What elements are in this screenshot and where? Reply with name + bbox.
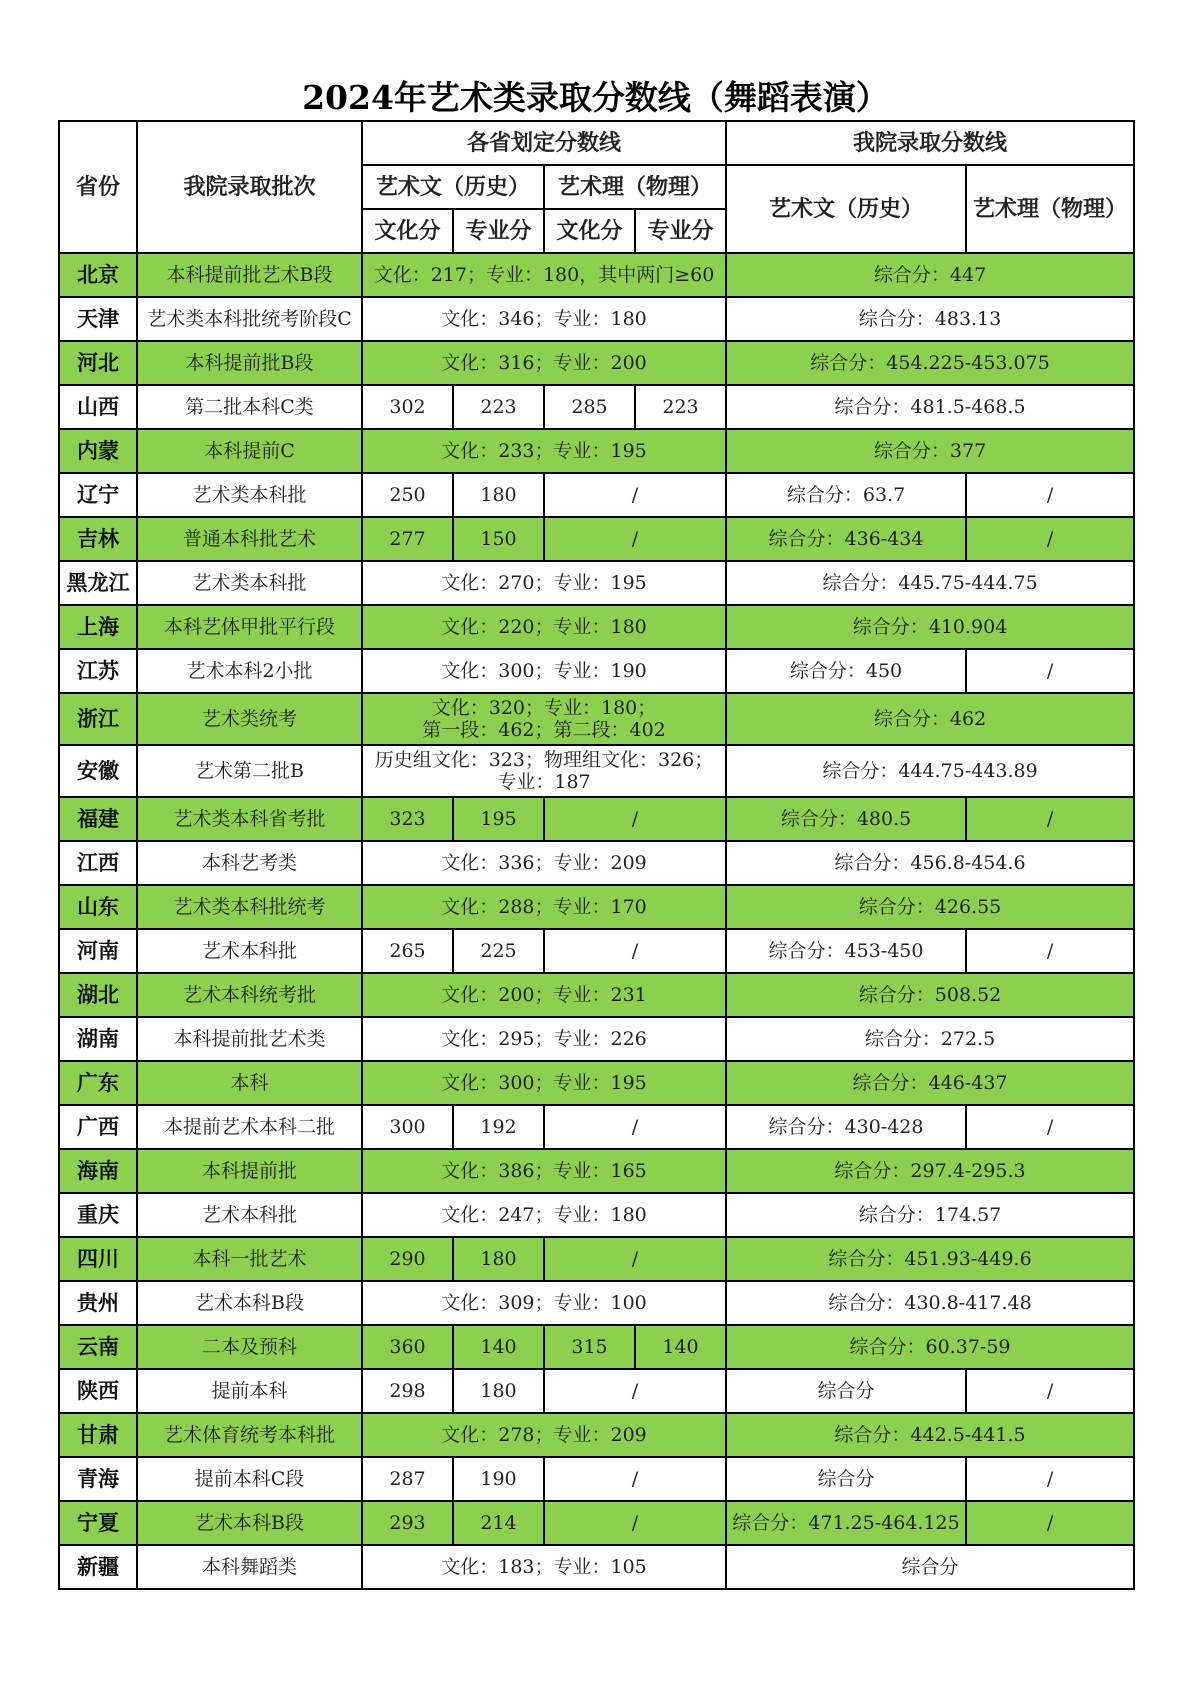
table-row (59, 561, 1134, 605)
batch-cell: 艺术类本科批 (137, 561, 362, 605)
province-cell: 陕西 (59, 1369, 137, 1413)
table-row (59, 929, 1134, 973)
header-arts-physics: 艺术理（物理） (544, 165, 726, 209)
college-score-cell: 综合分：430.8-417.48 (726, 1281, 1134, 1325)
header-arts-history: 艺术文（历史） (362, 165, 544, 209)
province-cell: 吉林 (59, 517, 137, 561)
province-cell: 海南 (59, 1149, 137, 1193)
history-specialty-cell: 195 (453, 797, 544, 841)
provincial-line-cell: 文化：346；专业：180 (362, 297, 726, 341)
header-culture-history: 文化分 (362, 209, 453, 253)
history-specialty-cell: 180 (453, 1237, 544, 1281)
history-specialty-cell: 180 (453, 1369, 544, 1413)
college-score-cell: 综合分：174.57 (726, 1193, 1134, 1237)
physics-culture-cell: 315 (544, 1325, 635, 1369)
batch-cell: 艺术类统考 (137, 693, 362, 745)
provincial-line-cell: 文化：270；专业：195 (362, 561, 726, 605)
province-cell: 新疆 (59, 1545, 137, 1589)
province-cell: 云南 (59, 1325, 137, 1369)
table-row (59, 1149, 1134, 1193)
college-score-cell: 综合分：447 (726, 253, 1134, 297)
history-specialty-cell: 140 (453, 1325, 544, 1369)
header-culture-physics: 文化分 (544, 209, 635, 253)
province-cell: 湖北 (59, 973, 137, 1017)
provincial-line-cell: 文化：278；专业：209 (362, 1413, 726, 1457)
table-row (59, 605, 1134, 649)
provincial-line-2: 第一段：462；第二段：402 (422, 719, 666, 741)
provincial-line-cell: 文化：233；专业：195 (362, 429, 726, 473)
province-cell: 湖南 (59, 1017, 137, 1061)
batch-cell: 艺术体育统考本科批 (137, 1413, 362, 1457)
province-cell: 贵州 (59, 1281, 137, 1325)
province-cell: 安徽 (59, 745, 137, 797)
history-specialty-cell: 180 (453, 473, 544, 517)
batch-cell: 艺术本科批 (137, 1193, 362, 1237)
college-score-cell: 综合分：454.225-453.075 (726, 341, 1134, 385)
table-row (59, 885, 1134, 929)
college-history-cell: 综合分：63.7 (726, 473, 966, 517)
header-batch: 我院录取批次 (137, 121, 362, 253)
province-cell: 甘肃 (59, 1413, 137, 1457)
province-cell: 宁夏 (59, 1501, 137, 1545)
physics-cell: / (544, 473, 726, 517)
batch-cell: 艺术类本科省考批 (137, 797, 362, 841)
history-culture-cell: 293 (362, 1501, 453, 1545)
history-culture-cell: 323 (362, 797, 453, 841)
college-score-cell: 综合分：297.4-295.3 (726, 1149, 1134, 1193)
college-score-cell: 综合分 (726, 1545, 1134, 1589)
batch-cell: 艺术本科B段 (137, 1281, 362, 1325)
table-row (59, 1061, 1134, 1105)
batch-cell: 艺术本科2小批 (137, 649, 362, 693)
table-row (59, 693, 1134, 745)
batch-cell: 普通本科批艺术 (137, 517, 362, 561)
table-row (59, 973, 1134, 1017)
table-row (59, 649, 1134, 693)
provincial-line-cell: 文化：247；专业：180 (362, 1193, 726, 1237)
provincial-line-cell: 文化：336；专业：209 (362, 841, 726, 885)
college-history-cell: 综合分：471.25-464.125 (726, 1501, 966, 1545)
history-specialty-cell: 192 (453, 1105, 544, 1149)
college-score-cell: 综合分：272.5 (726, 1017, 1134, 1061)
history-specialty-cell: 214 (453, 1501, 544, 1545)
history-culture-cell: 265 (362, 929, 453, 973)
college-score-cell: 综合分：451.93-449.6 (726, 1237, 1134, 1281)
table-row (59, 1281, 1134, 1325)
batch-cell: 艺术本科B段 (137, 1501, 362, 1545)
province-cell: 江苏 (59, 649, 137, 693)
batch-cell: 艺术本科批 (137, 929, 362, 973)
college-history-cell: 综合分：480.5 (726, 797, 966, 841)
batch-cell: 提前本科 (137, 1369, 362, 1413)
table-row (59, 517, 1134, 561)
table-row (59, 1545, 1134, 1589)
college-score-cell: 综合分：444.75-443.89 (726, 745, 1134, 797)
province-cell: 山西 (59, 385, 137, 429)
college-score-cell: 综合分：442.5-441.5 (726, 1413, 1134, 1457)
batch-cell: 本提前艺术本科二批 (137, 1105, 362, 1149)
batch-cell: 本科艺考类 (137, 841, 362, 885)
table-row (59, 341, 1134, 385)
history-specialty-cell: 150 (453, 517, 544, 561)
batch-cell: 本科提前批 (137, 1149, 362, 1193)
table-row (59, 473, 1134, 517)
history-specialty-cell: 223 (453, 385, 544, 429)
history-culture-cell: 250 (362, 473, 453, 517)
table-row (59, 1105, 1134, 1149)
college-physics-cell: / (966, 1369, 1134, 1413)
table-row (59, 1325, 1134, 1369)
physics-cell: / (544, 797, 726, 841)
history-culture-cell: 360 (362, 1325, 453, 1369)
table-row (59, 1369, 1134, 1413)
provincial-line-2: 专业：187 (497, 771, 591, 793)
physics-specialty-cell: 223 (635, 385, 726, 429)
college-score-cell: 综合分：426.55 (726, 885, 1134, 929)
college-physics-cell: / (966, 797, 1134, 841)
batch-cell: 艺术类本科批统考 (137, 885, 362, 929)
batch-cell: 第二批本科C类 (137, 385, 362, 429)
college-score-cell: 综合分：483.13 (726, 297, 1134, 341)
header-college-arts-physics: 艺术理（物理） (966, 165, 1134, 253)
college-history-cell: 综合分 (726, 1457, 966, 1501)
college-score-cell: 综合分：60.37-59 (726, 1325, 1134, 1369)
college-score-cell: 综合分：410.904 (726, 605, 1134, 649)
history-culture-cell: 290 (362, 1237, 453, 1281)
provincial-line-cell (362, 693, 726, 745)
province-cell: 四川 (59, 1237, 137, 1281)
college-score-cell: 综合分：481.5-468.5 (726, 385, 1134, 429)
physics-cell: / (544, 517, 726, 561)
batch-cell: 艺术类本科批统考阶段C (137, 297, 362, 341)
history-culture-cell: 298 (362, 1369, 453, 1413)
table-row (59, 841, 1134, 885)
college-score-cell: 综合分：377 (726, 429, 1134, 473)
province-cell: 重庆 (59, 1193, 137, 1237)
provincial-line-cell: 文化：183；专业：105 (362, 1545, 726, 1589)
batch-cell: 本科 (137, 1061, 362, 1105)
provincial-line-cell: 文化：316；专业：200 (362, 341, 726, 385)
history-culture-cell: 300 (362, 1105, 453, 1149)
batch-cell: 二本及预科 (137, 1325, 362, 1369)
provincial-line-cell: 文化：300；专业：195 (362, 1061, 726, 1105)
provincial-line-cell: 文化：200；专业：231 (362, 973, 726, 1017)
college-history-cell: 综合分：453-450 (726, 929, 966, 973)
table-row (59, 385, 1134, 429)
physics-culture-cell: 285 (544, 385, 635, 429)
table-row (59, 297, 1134, 341)
college-physics-cell: / (966, 1457, 1134, 1501)
provincial-line-cell: 文化：295；专业：226 (362, 1017, 726, 1061)
batch-cell: 艺术本科统考批 (137, 973, 362, 1017)
province-cell: 江西 (59, 841, 137, 885)
province-cell: 黑龙江 (59, 561, 137, 605)
header-provincial-lines: 各省划定分数线 (362, 121, 726, 165)
batch-cell: 本科提前批艺术类 (137, 1017, 362, 1061)
history-culture-cell: 287 (362, 1457, 453, 1501)
province-cell: 辽宁 (59, 473, 137, 517)
batch-cell: 艺术类本科批 (137, 473, 362, 517)
physics-cell: / (544, 1501, 726, 1545)
province-cell: 河南 (59, 929, 137, 973)
table-row (59, 1193, 1134, 1237)
physics-specialty-cell: 140 (635, 1325, 726, 1369)
college-history-cell: 综合分：450 (726, 649, 966, 693)
provincial-line-cell: 文化：386；专业：165 (362, 1149, 726, 1193)
province-cell: 浙江 (59, 693, 137, 745)
college-physics-cell: / (966, 1105, 1134, 1149)
batch-cell: 本科舞蹈类 (137, 1545, 362, 1589)
provincial-line-cell: 文化：300；专业：190 (362, 649, 726, 693)
college-score-cell: 综合分：508.52 (726, 973, 1134, 1017)
admission-score-table (58, 120, 1135, 1590)
table-row (59, 1501, 1134, 1545)
college-score-cell: 综合分：445.75-444.75 (726, 561, 1134, 605)
batch-cell: 本科提前批艺术B段 (137, 253, 362, 297)
physics-cell: / (544, 929, 726, 973)
table-row (59, 797, 1134, 841)
history-specialty-cell: 225 (453, 929, 544, 973)
batch-cell: 本科一批艺术 (137, 1237, 362, 1281)
college-physics-cell: / (966, 649, 1134, 693)
province-cell: 上海 (59, 605, 137, 649)
header-province: 省份 (59, 121, 137, 253)
table-row (59, 253, 1134, 297)
province-cell: 山东 (59, 885, 137, 929)
province-cell: 天津 (59, 297, 137, 341)
table-row (59, 1413, 1134, 1457)
table-row (59, 429, 1134, 473)
college-score-cell: 综合分：446-437 (726, 1061, 1134, 1105)
header-college-lines: 我院录取分数线 (726, 121, 1134, 165)
provincial-line-cell: 文化：309；专业：100 (362, 1281, 726, 1325)
province-cell: 北京 (59, 253, 137, 297)
college-score-cell: 综合分：456.8-454.6 (726, 841, 1134, 885)
province-cell: 福建 (59, 797, 137, 841)
header-specialty-history: 专业分 (453, 209, 544, 253)
batch-cell: 提前本科C段 (137, 1457, 362, 1501)
history-specialty-cell: 190 (453, 1457, 544, 1501)
college-score-cell: 综合分：462 (726, 693, 1134, 745)
header-specialty-physics: 专业分 (635, 209, 726, 253)
province-cell: 广东 (59, 1061, 137, 1105)
provincial-line-cell: 文化：288；专业：170 (362, 885, 726, 929)
physics-cell: / (544, 1105, 726, 1149)
province-cell: 河北 (59, 341, 137, 385)
provincial-line-cell: 文化：220；专业：180 (362, 605, 726, 649)
history-culture-cell: 302 (362, 385, 453, 429)
physics-cell: / (544, 1457, 726, 1501)
page-title: 2024年艺术类录取分数线（舞蹈表演） (302, 78, 889, 117)
physics-cell: / (544, 1237, 726, 1281)
provincial-line-1: 文化：320；专业：180； (431, 697, 657, 719)
province-cell: 内蒙 (59, 429, 137, 473)
batch-cell: 本科提前批B段 (137, 341, 362, 385)
table-row (59, 1237, 1134, 1281)
batch-cell: 艺术第二批B (137, 745, 362, 797)
college-history-cell: 综合分 (726, 1369, 966, 1413)
provincial-line-cell (362, 745, 726, 797)
provincial-line-cell: 文化：217；专业：180，其中两门≥60 (362, 253, 726, 297)
batch-cell: 本科艺体甲批平行段 (137, 605, 362, 649)
header-college-arts-history: 艺术文（历史） (726, 165, 966, 253)
history-culture-cell: 277 (362, 517, 453, 561)
college-history-cell: 综合分：430-428 (726, 1105, 966, 1149)
province-cell: 广西 (59, 1105, 137, 1149)
college-physics-cell: / (966, 1501, 1134, 1545)
physics-cell: / (544, 1369, 726, 1413)
college-history-cell: 综合分：436-434 (726, 517, 966, 561)
college-physics-cell: / (966, 517, 1134, 561)
province-cell: 青海 (59, 1457, 137, 1501)
college-physics-cell: / (966, 929, 1134, 973)
table-row (59, 1457, 1134, 1501)
table-row (59, 1017, 1134, 1061)
college-physics-cell: / (966, 473, 1134, 517)
table-row (59, 745, 1134, 797)
provincial-line-1: 历史组文化：323；物理组文化：326； (374, 749, 714, 771)
batch-cell: 本科提前C (137, 429, 362, 473)
